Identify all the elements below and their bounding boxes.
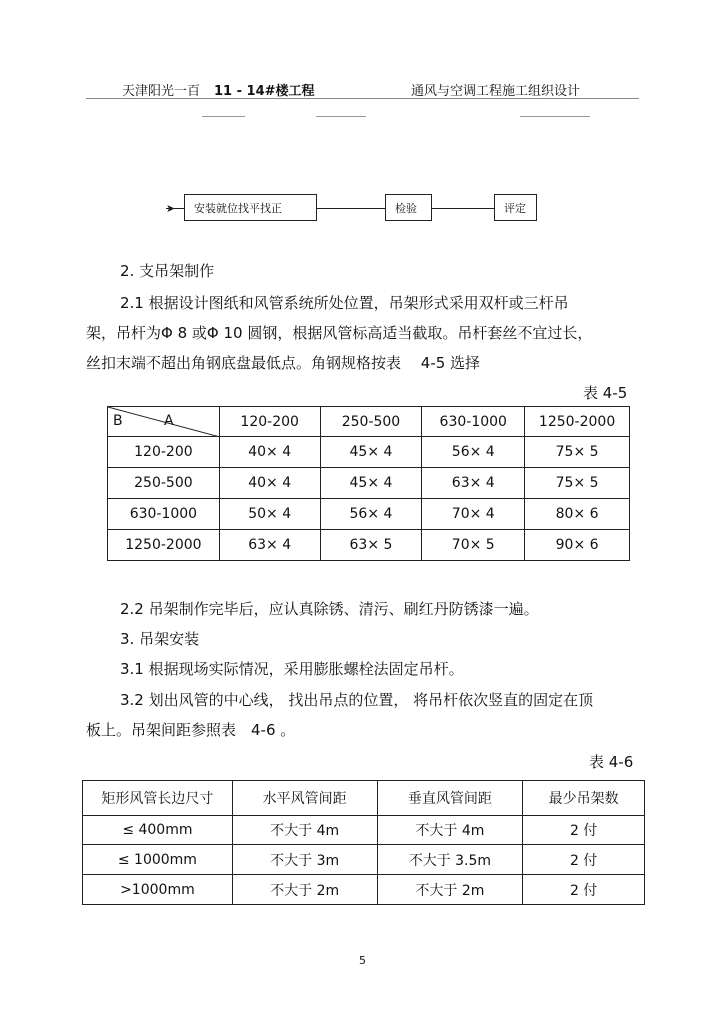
table-4-6-col-header: 垂直风管间距 <box>377 781 523 816</box>
table-cell: 63× 4 <box>219 530 320 561</box>
table-cell: 不大于 3.5m <box>377 845 523 875</box>
table-cell: 56× 4 <box>422 437 525 468</box>
table-row <box>108 468 630 499</box>
table-row <box>108 499 630 530</box>
table-cell: 56× 4 <box>320 499 422 530</box>
header-short-line-1 <box>202 116 245 117</box>
section-2-title: 2. 支吊架制作 <box>120 262 215 280</box>
table-cell: 70× 5 <box>422 530 525 561</box>
section-3-2-line-1: 3.2 划出风管的中心线， 找出吊点的位置， 将吊杆依次竖直的固定在顶 <box>120 691 594 709</box>
table-cell: 63× 5 <box>320 530 422 561</box>
table-4-5-col-header: 250-500 <box>320 407 422 437</box>
table-cell: 不大于 4m <box>232 816 377 845</box>
table-cell: ≤ 1000mm <box>83 845 233 875</box>
table-4-5-header-row <box>108 407 630 437</box>
flow-step-install: 安装就位找平找正 <box>184 194 317 221</box>
table-4-5-caption: 表 4-5 <box>583 384 628 402</box>
table-cell: 不大于 4m <box>377 816 523 845</box>
header-short-line-2 <box>316 116 366 117</box>
table-4-5-col-header: 1250-2000 <box>525 407 630 437</box>
flow-step-inspect: 检验 <box>385 194 432 221</box>
flow-connector-1 <box>317 208 385 209</box>
page-number: 5 <box>359 954 366 967</box>
table-cell: 40× 4 <box>219 468 320 499</box>
table-row <box>108 437 630 468</box>
table-4-5-col-header: 630-1000 <box>422 407 525 437</box>
table-4-6 <box>82 780 645 905</box>
flow-connector-2 <box>432 208 494 209</box>
table-cell: ≤ 400mm <box>83 816 233 845</box>
header-divider <box>86 98 639 99</box>
table-cell: 40× 4 <box>219 437 320 468</box>
section-3-title: 3. 吊架安装 <box>120 630 200 648</box>
table-cell: >1000mm <box>83 875 233 905</box>
header-short-line-3 <box>520 116 590 117</box>
section-2-2: 2.2 吊架制作完毕后，应认真除锈、清污、刷红丹防锈漆一遍。 <box>120 600 539 618</box>
table-cell: 63× 4 <box>422 468 525 499</box>
table-4-6-col-header: 矩形风管长边尺寸 <box>83 781 233 816</box>
table-cell: 2 付 <box>523 875 645 905</box>
section-3-2-line-2: 板上。吊架间距参照表 4-6 。 <box>86 721 296 739</box>
table-cell: 2 付 <box>523 816 645 845</box>
section-2-1-line-3: 丝扣末端不超出角钢底盘最低点。角钢规格按表 4-5 选择 <box>86 354 481 372</box>
table-cell: 90× 6 <box>525 530 630 561</box>
flow-entry-arrow-icon: ➤ <box>166 202 176 215</box>
section-3-1: 3.1 根据现场实际情况，采用膨胀螺栓法固定吊杆。 <box>120 660 464 678</box>
table-4-6-header-row <box>83 781 645 816</box>
table-cell: 不大于 2m <box>377 875 523 905</box>
table-cell: 50× 4 <box>219 499 320 530</box>
table-cell: 70× 4 <box>422 499 525 530</box>
section-2-1-line-1: 2.1 根据设计图纸和风管系统所处位置，吊架形式采用双杆或三杆吊 <box>120 294 569 312</box>
header-building-range: 11 - 14#楼工程 <box>214 84 315 99</box>
table-4-5-row-label: 120-200 <box>108 437 220 468</box>
table-cell: 75× 5 <box>525 437 630 468</box>
table-4-5-row-label: 1250-2000 <box>108 530 220 561</box>
table-4-5-row-label: 630-1000 <box>108 499 220 530</box>
table-4-5-corner-cell <box>108 407 220 437</box>
header-left <box>122 80 315 99</box>
table-row <box>83 816 645 845</box>
table-4-5-row-label: 250-500 <box>108 468 220 499</box>
table-cell: 75× 5 <box>525 468 630 499</box>
section-2-1-line-2: 架，吊杆为Φ 8 或Φ 10 圆钢，根据风管标高适当截取。吊杆套丝不宜过长， <box>86 324 593 342</box>
flow-step-evaluate: 评定 <box>494 194 537 221</box>
table-row <box>83 845 645 875</box>
flow-entry-line <box>166 208 184 209</box>
table-4-6-caption: 表 4-6 <box>589 753 634 771</box>
table-4-6-col-header: 最少吊架数 <box>523 781 645 816</box>
table-cell: 80× 6 <box>525 499 630 530</box>
table-4-6-col-header: 水平风管间距 <box>232 781 377 816</box>
table-cell: 不大于 2m <box>232 875 377 905</box>
table-cell: 2 付 <box>523 845 645 875</box>
table-cell: 45× 4 <box>320 437 422 468</box>
table-row <box>108 530 630 561</box>
table-cell: 45× 4 <box>320 468 422 499</box>
table-4-5 <box>107 406 630 561</box>
header-project-name: 天津阳光一百 <box>122 84 201 99</box>
corner-label-a: A <box>164 413 174 429</box>
header-right: 通风与空调工程施工组织设计 <box>411 84 581 99</box>
table-row <box>83 875 645 905</box>
table-cell: 不大于 3m <box>232 845 377 875</box>
corner-label-b: B <box>113 413 123 429</box>
table-4-5-col-header: 120-200 <box>219 407 320 437</box>
